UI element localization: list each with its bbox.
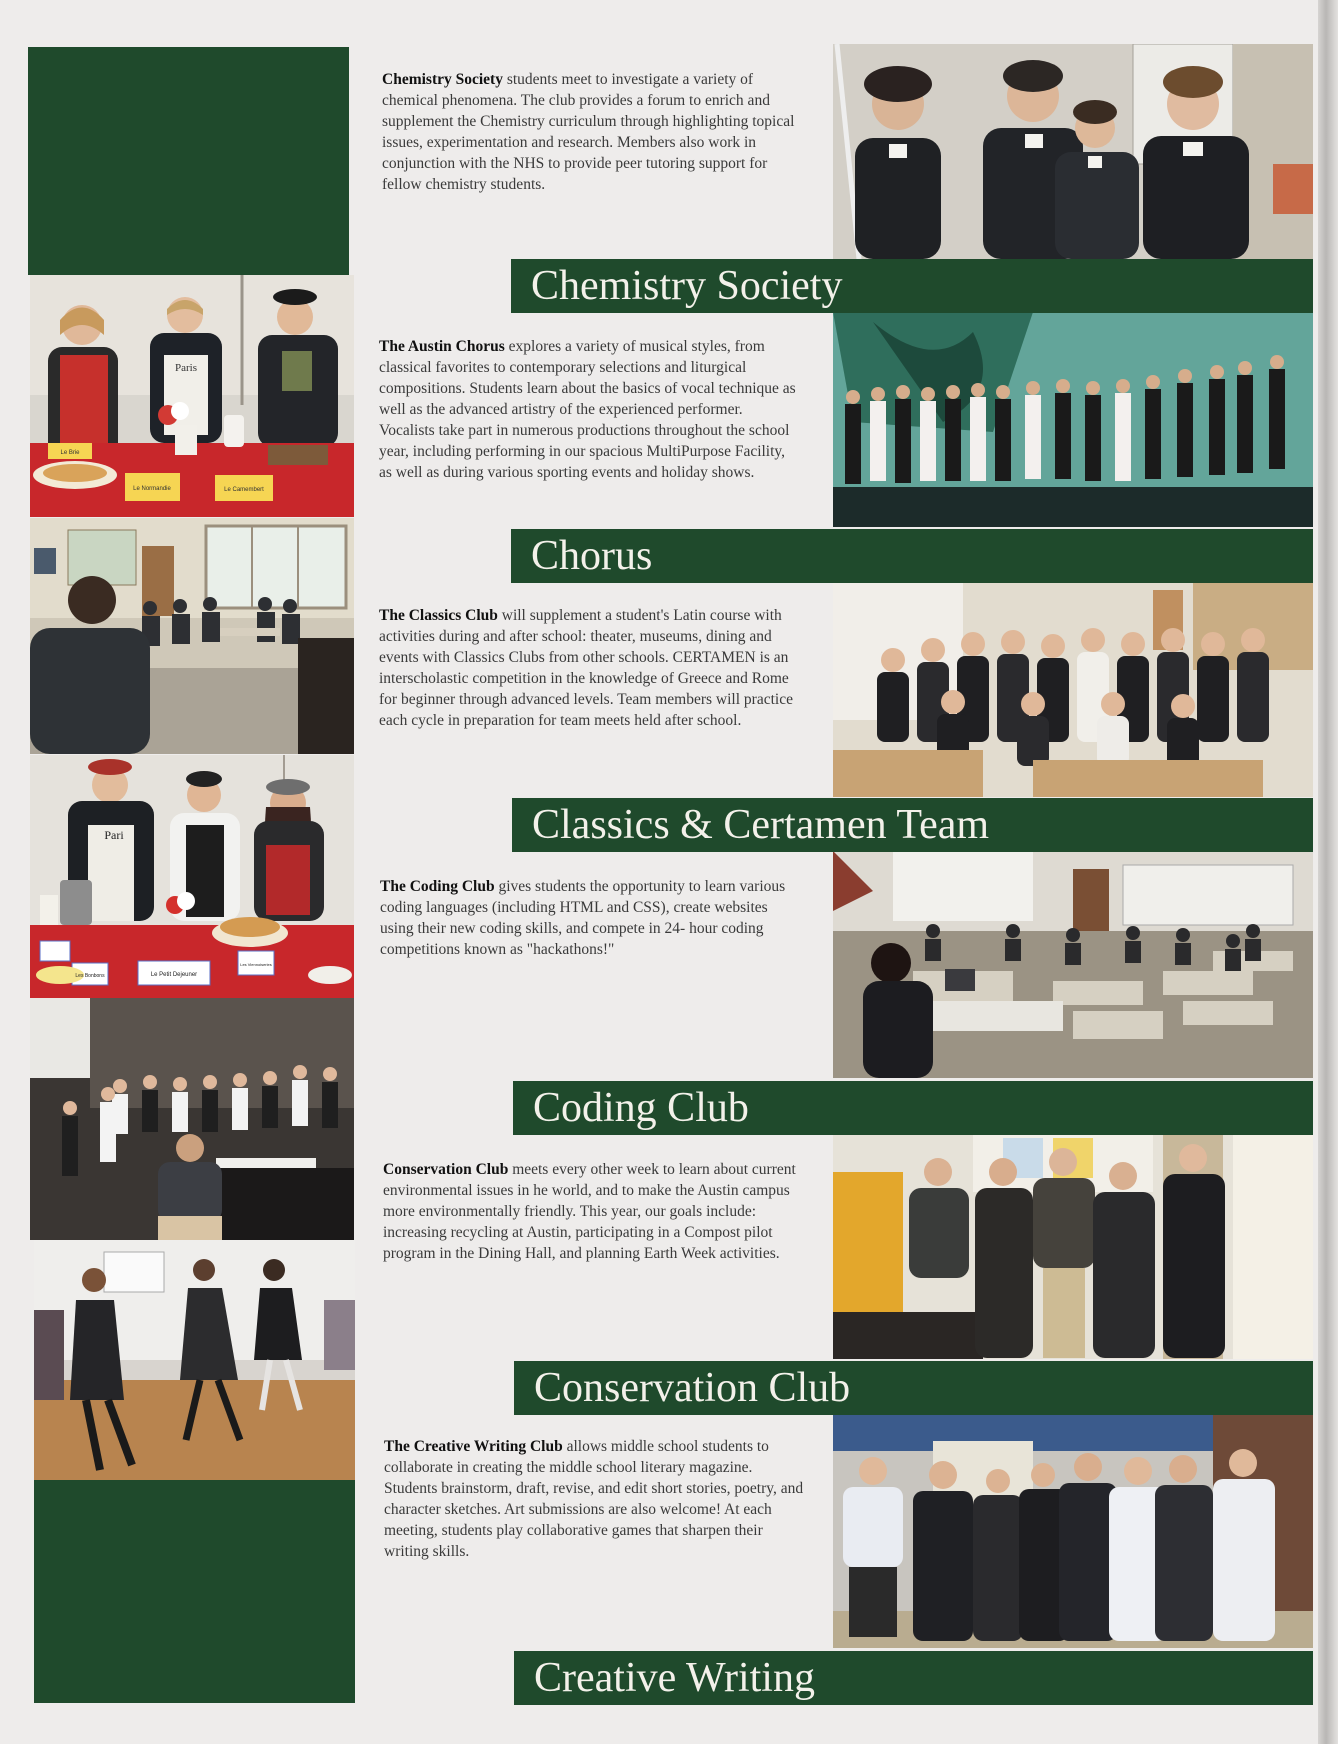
photo-dance	[34, 1240, 355, 1480]
left-bottom-green-block	[34, 1480, 355, 1703]
chorus-description	[379, 336, 799, 483]
sign-card-3: Le Camembert	[224, 487, 264, 493]
sign-card-4: Le Petit Dejeuner	[150, 972, 198, 978]
creative-writing-description	[384, 1436, 804, 1562]
apron-text-1: Paris	[175, 362, 197, 374]
page-edge	[1318, 0, 1338, 1744]
photo-chorus-piano	[30, 998, 354, 1240]
title-chemistry-society: Chemistry Society	[511, 259, 1313, 313]
chorus-body: explores a variety of musical styles, from classical favorites to contemporary selections and liturgical compositions. Students learn about the basics of vocal technique as well as the advanced artistry of the experienced performer. Vocalists take part in numerous productions throughout the school year, including performing in our spacious MultiPurpose Facility, as well as during various sporting events and holiday shows.	[379, 338, 796, 481]
title-classics-certamen: Classics & Certamen Team	[512, 798, 1313, 852]
sign-card-5: Les Bonbons	[75, 973, 105, 979]
title-coding-club: Coding Club	[513, 1081, 1313, 1135]
photo-coding	[833, 851, 1313, 1078]
coding-lead: The Coding Club	[380, 878, 495, 895]
conservation-body: meets every other week to learn about current environmental issues in he world, and to make the Austin campus more environmentally friendly. This year, our goals include: increasing recycling at Austin, participating in a Compost pilot program in the Dining Hall, and planning Earth Week activities.	[383, 1161, 796, 1262]
chemistry-description	[382, 69, 802, 195]
classics-lead: The Classics Club	[379, 607, 498, 624]
chemistry-lead: Chemistry Society	[382, 71, 503, 88]
left-top-green-block	[28, 47, 349, 275]
title-creative-writing: Creative Writing	[514, 1651, 1313, 1705]
apron-text-2: Pari	[104, 828, 124, 842]
classics-body: will supplement a student's Latin course with activities during and after school: theater, museums, dining and events with Classics Clubs from other schools. CERTAMEN is an interscholastic competition in the knowledge of Greece and Rome for beginner through advanced levels. Team members will practice each cycle in preparation for team meets held after school.	[379, 607, 793, 729]
photo-conservation	[833, 1132, 1313, 1359]
photo-classics	[833, 580, 1313, 797]
conservation-lead: Conservation Club	[383, 1161, 509, 1178]
photo-creative-writing	[833, 1411, 1313, 1648]
title-conservation-club: Conservation Club	[514, 1361, 1313, 1415]
chorus-lead: The Austin Chorus	[379, 338, 505, 355]
coding-body: gives students the opportunity to learn various coding languages (including HTML and CSS), create websites using their new coding skills, and compete in 24- hour coding competitions known as "hackathons!"	[380, 878, 786, 958]
photo-french-cafe-2	[30, 755, 354, 998]
sign-card-1: Le Brie	[60, 450, 80, 456]
sign-card-6: Les Viennoiseries	[240, 962, 272, 967]
photo-chemistry	[833, 44, 1313, 259]
title-chorus: Chorus	[511, 529, 1313, 583]
photo-french-cafe-1	[30, 275, 354, 517]
photo-classroom	[30, 518, 354, 754]
sign-card-2: Le Normandie	[133, 486, 171, 492]
classics-description	[379, 605, 799, 731]
coding-description	[380, 876, 800, 960]
creative-writing-lead: The Creative Writing Club	[384, 1438, 563, 1455]
conservation-description	[383, 1159, 803, 1264]
creative-writing-body: allows middle school students to collaborate in creating the middle school literary magazine. Students brainstorm, draft, revise, and edit short stories, poetry, and character sketches. Art submissions are also welcome! At each meeting, students play collaborative games that sharpen their writing skills.	[384, 1438, 804, 1560]
chemistry-body: students meet to investigate a variety of chemical phenomena. The club provides a forum to enrich and supplement the Chemistry curriculum through highlighting topical issues, experimentation and research. Members also work in conjunction with the NHS to provide peer tutoring support for fellow chemistry students.	[382, 71, 795, 193]
photo-chorus	[833, 312, 1313, 527]
